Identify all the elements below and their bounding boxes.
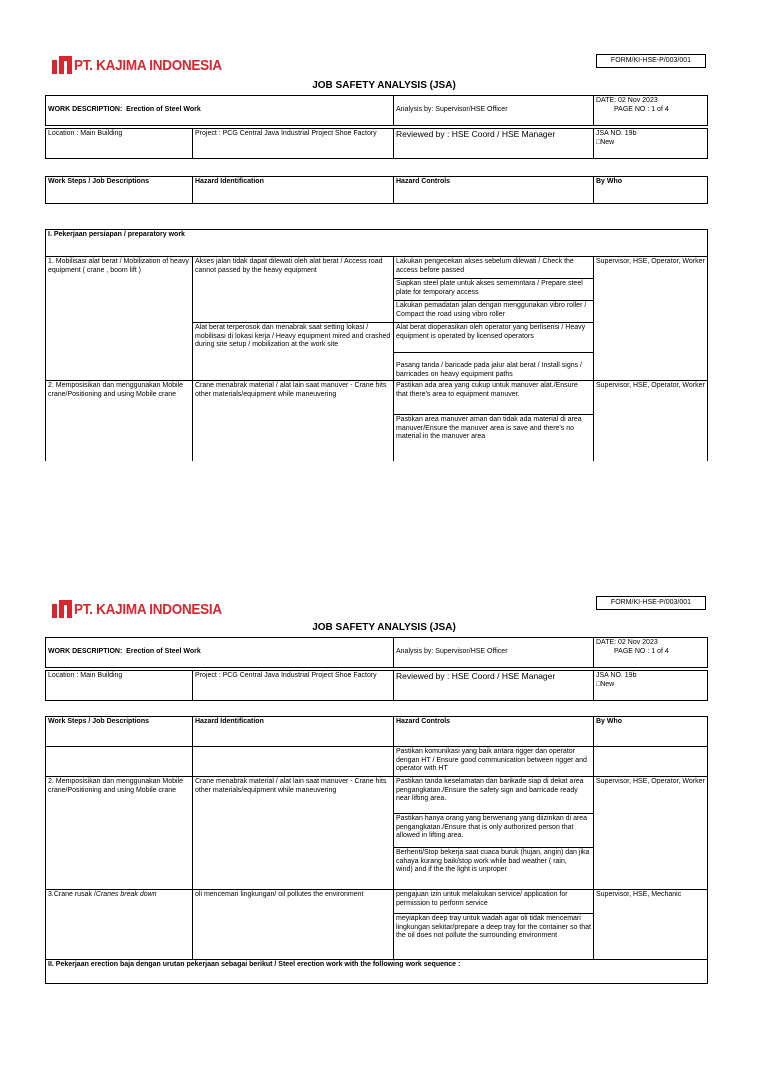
jsa-body-table [45,716,708,984]
by-who-mobilization: Supervisor, HSE, Operator, Worker [594,257,708,381]
company-name: PT. KAJIMA INDONESIA [74,56,222,74]
control-communication: Pastikan komunikasi yang baik antara rigger dan operator dengan HT / Ensure good communication between rigger and operator with HT [394,747,594,777]
control-manuver-safe: Pastikan area manuver aman dan tidak ada material di area manuver/Ensure the manuver area is save and there's no material in the manuver area [394,415,594,461]
kajima-logo-icon [52,56,72,74]
hazard-crane-hits: Crane menabrak material / alat lain saat manuver - Crane hits other materials/equipment while maneuvering [193,777,394,890]
header-table [45,95,708,126]
analysis-by: Analysis by: Supervisor/HSE Officer [394,96,594,126]
location: Location : Main Building [46,129,193,159]
col-work-steps: Work Steps / Job Descriptions [46,717,193,747]
hazard-equipment-mired: Alat berat terperosok dan menabrak saat setting lokasi / mobilisasi di lokasi kerja / Heavy equipment mired and crashed during site setup / mobilization at the work site [193,323,394,381]
col-hazard-controls: Hazard Controls [394,177,594,204]
col-by-who: By Who [594,717,708,747]
column-header-table [45,176,708,204]
location: Location : Main Building [46,671,193,701]
section-preparatory-work: I. Pekerjaan persiapan / preparatory work [46,230,708,257]
company-logo [52,56,238,74]
by-who-mechanic: Supervisor, HSE, Mechanic [594,890,708,960]
date-cell: DATE: 02 Nov 2023 PAGE NO : 1 of 4 [594,96,708,126]
col-work-steps: Work Steps / Job Descriptions [46,177,193,204]
jsa-page-2 [0,560,768,1072]
project: Project : PCG Central Java Industrial Project Shoe Factory [193,671,394,701]
company-name: PT. KAJIMA INDONESIA [74,600,222,618]
section-steel-erection: II. Pekerjaan erection baja dengan urutan pekerjaan sebagai berikut / Steel erection work with the following work sequence : [46,960,708,984]
control-service-permit: pengajuan izin untuk melakukan service/ application for permission to perform service [394,890,594,914]
form-number: FORM/KI-HSE-P/003/001 [596,54,706,68]
col-hazard-identification: Hazard Identification [193,177,394,204]
control-safety-sign: Pastikan tanda keselamatan dan barikade siap di dekat area pengangkatan./Ensure the safety sign and barricade ready near lifting area. [394,777,594,814]
col-hazard-controls: Hazard Controls [394,717,594,747]
by-who-crane: Supervisor, HSE, Operator, Worker [594,381,708,461]
step-positioning-crane: 2. Memposisikan dan menggunakan Mobile crane/Positioning and using Mobile crane [46,777,193,890]
location-table [45,128,708,159]
step-positioning-crane: 2. Memposisikan dan menggunakan Mobile crane/Positioning and using Mobile crane [46,381,193,461]
hazard-oil-pollution: oli mencemari lingkungan/ oil pollutes the environment [193,890,394,960]
step-empty [46,747,193,777]
document-title: JOB SAFETY ANALYSIS (JSA) [312,80,456,91]
col-hazard-identification: Hazard Identification [193,717,394,747]
hazard-empty [193,747,394,777]
control-deep-tray: meyiapkan deep tray untuk wadah agar oli tidak mencemari lingkungan sekitar/prepare a deep tray for the container so that the oil does not pollute the surrounding environment [394,914,594,960]
project: Project : PCG Central Java Industrial Project Shoe Factory [193,129,394,159]
jsa-number-cell: JSA NO. 19b □New [594,671,708,701]
by-who-empty [594,747,708,777]
by-who-crane: Supervisor, HSE, Operator, Worker [594,777,708,890]
jsa-body-table [45,229,708,461]
jsa-page-1 [0,0,768,512]
control-authorized-person: Pastikan hanya orang yang berwenang yang diizinkan di area pengangkatan./Ensure that is only authorized person that allowed in lifting area. [394,814,594,848]
header-table [45,637,708,668]
hazard-crane-hits: Crane menabrak material / alat lain saat manuver - Crane hits other materials/equipment while maneuvering [193,381,394,461]
step-crane-breakdown: 3.Crane rusak /Cranes break down [46,890,193,960]
step-mobilization: 1. Mobilisasi alat berat / Mobilization of heavy equipment ( crane , boom lift ) [46,257,193,381]
analysis-by: Analysis by: Supervisor/HSE Officer [394,638,594,668]
kajima-logo-icon [52,600,72,618]
date-cell: DATE: 02 Nov 2023 PAGE NO : 1 of 4 [594,638,708,668]
control-steel-plate: Siapkan steel plate untuk akses sememntara / Prepare steel plate for temporary access [394,279,594,301]
work-description-cell: WORK DESCRIPTION: Erection of Steel Work [46,96,394,126]
hazard-access-road: Akses jalan tidak dapat dilewati oleh alat berat / Access road cannot passed by the heavy equipment [193,257,394,323]
form-number: FORM/KI-HSE-P/003/001 [596,596,706,610]
control-compact-road: Lakukan pemadatan jalan dengan menggunakan vibro roller / Compact the road using vibro roller [394,301,594,323]
document-title: JOB SAFETY ANALYSIS (JSA) [312,622,456,633]
control-manuver-area: Pastikan ada area yang cukup untuk manuver alat./Ensure that there's area to equipment manuver. [394,381,594,415]
company-logo [52,600,238,618]
jsa-number-cell: JSA NO. 19b □New [594,129,708,159]
col-by-who: By Who [594,177,708,204]
control-check-access: Lakukan pengecekan akses sebelum dilewati / Check the access before passed [394,257,594,279]
reviewed-by: Reviewed by : HSE Coord / HSE Manager [394,671,594,701]
work-description-cell: WORK DESCRIPTION: Erection of Steel Work [46,638,394,668]
control-licensed-operator: Alat berat dioperasikan oleh operator yang berlisensi / Heavy equipment is operated by licensed operators [394,323,594,353]
control-install-signs: Pasang tanda / baricade pada jalur alat berat / Install signs / barricades on heavy equipment paths [394,353,594,381]
control-bad-weather: Berhenti/Stop bekerja saat cuaca buruk (hujan, angin) dan jika cahaya kurang baik/stop work while bad weather ( rain, wind) and if the the light is unproper [394,848,594,890]
location-table [45,670,708,701]
reviewed-by: Reviewed by : HSE Coord / HSE Manager [394,129,594,159]
